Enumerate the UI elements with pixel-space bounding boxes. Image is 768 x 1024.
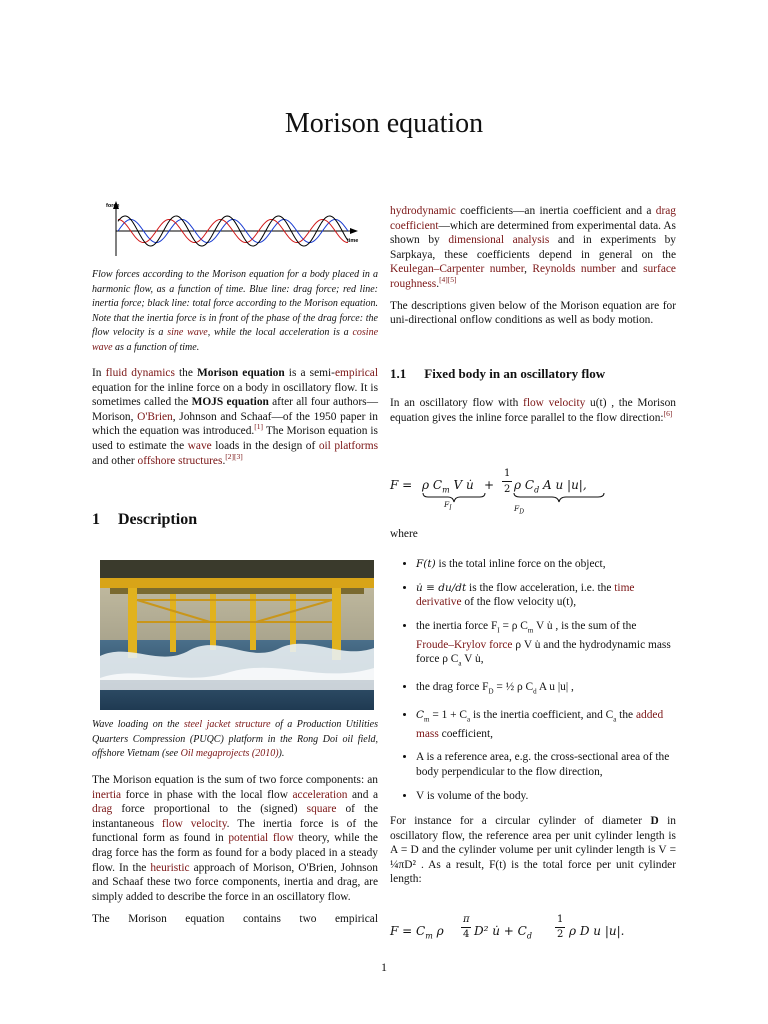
section-title: Fixed body in an oscillatory flow: [424, 366, 606, 381]
section-number: 1: [92, 511, 100, 528]
ref-6[interactable]: [6]: [663, 408, 673, 418]
text: —which are determined from experimental data. As shown by: [390, 219, 676, 247]
cosine-wave-link[interactable]: cosine wave: [92, 327, 379, 353]
list-item: • u̇ ≡ du/dt is the flow acceleration, i.e. the time derivative of the flow velocity u(t),: [416, 581, 676, 610]
eq-plus: +: [484, 478, 495, 492]
eq-half-num: 1: [504, 468, 511, 479]
text: and: [615, 263, 644, 276]
ref-4-5[interactable]: [4][5]: [439, 275, 457, 285]
text: ,: [524, 263, 533, 276]
wave-link[interactable]: wave: [187, 439, 212, 452]
text: .: [436, 277, 440, 290]
figure2-caption: [92, 718, 378, 762]
list-item: • $C_m = 1 + C_a$ is the inertia coefficient, and $C_a$ the added mass coefficient,: [416, 708, 676, 741]
text: approach of Morison, O'Brien, Johnson and Schaaf these two force components, inertia and drag, are simply added to describe the force in an oscillatory flow.: [92, 861, 378, 903]
eq2-one: 1: [557, 914, 564, 925]
ref-2-3[interactable]: [2][3]: [225, 451, 243, 461]
section-number: 1.1: [390, 366, 407, 381]
text: The Morison equation is used to estimate the: [92, 425, 378, 452]
list-item: • the inertia force $F_I = \rho$ $C_m$ V u̇ , is the sum of the Froude–Krylov force ρ V u̇ and the hydrodynamic mass force ρ $C_a$ V u̇,: [416, 619, 676, 671]
text: and in experiments by Sarpkaya, these coefficients depend in general on the: [390, 234, 676, 261]
drag-link[interactable]: drag: [92, 803, 113, 816]
empirical-link[interactable]: empirical: [334, 367, 378, 379]
text: theory, while the drag force has the form as found for a body placed in a steady flow. In the: [92, 832, 378, 874]
text: The Morison equation is the sum of two force components: an: [92, 774, 378, 786]
text: For instance for a circular cylinder of diameter: [390, 815, 651, 827]
added-mass-link[interactable]: added mass: [416, 709, 664, 740]
page-title: Morison equation: [284, 108, 484, 139]
text: of the instantaneous: [92, 803, 378, 830]
list-item: • F(t) is the total inline force on the object,: [416, 557, 676, 572]
text: force proportional to the (signed): [112, 803, 307, 816]
list-item: • V is volume of the body.: [416, 789, 676, 804]
fluid-dynamics-link[interactable]: fluid dynamics: [105, 367, 175, 379]
drag-coefficient-link[interactable]: drag coefficient: [390, 205, 676, 232]
text: after all four authors—Morison,: [92, 396, 378, 423]
diameter-symbol: D: [650, 815, 659, 827]
list-item: • the drag force $F_D$ = ½ ρ $C_d$ A u |u| ,: [416, 680, 676, 699]
description-paragraph: [92, 773, 378, 934]
steel-jacket-link[interactable]: steel jacket structure: [183, 719, 271, 730]
figure1-caption: [92, 268, 378, 355]
where-text: where: [390, 528, 418, 540]
surface-roughness-link[interactable]: surface roughness: [390, 263, 676, 290]
text: In an oscillatory flow with: [390, 397, 524, 409]
platform-illustration: [100, 560, 374, 710]
acceleration-link[interactable]: acceleration: [292, 788, 348, 801]
text: the: [174, 367, 198, 379]
flow-velocity-link[interactable]: flow velocity: [523, 397, 586, 409]
eq2-pi: π: [463, 914, 470, 925]
sine-wave-link[interactable]: sine wave: [167, 327, 208, 338]
text: force in phase with the local flow: [121, 788, 293, 801]
eq-term1: ρ $C_m$ V u̇: [422, 478, 474, 495]
potential-flow-link[interactable]: potential flow: [228, 832, 294, 845]
time-derivative-link[interactable]: time derivative: [416, 581, 635, 609]
bold-term: Morison equation: [197, 367, 285, 379]
last-line: The Morison equation contains two empirical: [92, 913, 378, 926]
force-time-chart: [100, 198, 370, 260]
obrien-link[interactable]: O'Brien: [137, 410, 173, 423]
text: u(t) , the Morison equation gives the inline force parallel to the flow direction:: [390, 397, 676, 424]
hydrodynamic-link[interactable]: hydrodynamic: [390, 205, 456, 217]
morison-equation: [390, 468, 670, 518]
intro-paragraph: [92, 366, 378, 475]
caption-text: ).: [278, 748, 285, 759]
text: , Johnson and Schaaf—of the 1950 paper in which the equation was introduced.: [92, 410, 378, 438]
heuristic-link[interactable]: heuristic: [150, 861, 190, 874]
section-1-1-heading: [390, 367, 676, 382]
text: . The inertia force is of the functional form as found in: [92, 817, 378, 845]
square-link[interactable]: square: [306, 803, 337, 816]
inertia-link[interactable]: inertia: [92, 788, 122, 801]
x-axis-label: time: [347, 238, 359, 244]
x-axis-arrow: [350, 228, 358, 234]
keulegan-carpenter-link[interactable]: Keulegan–Carpenter number: [390, 263, 525, 276]
definitions-list: [390, 557, 676, 812]
text: equation for the inline force on a body in oscillatory flow. It is sometimes called the: [92, 381, 378, 409]
dimensional-analysis-link[interactable]: dimensional analysis: [448, 234, 550, 247]
page-number: 1: [381, 960, 387, 974]
oil-platforms-link[interactable]: oil platforms: [318, 439, 379, 452]
section-1-heading: [92, 513, 378, 528]
text: .: [222, 454, 226, 467]
section-title: Description: [118, 511, 198, 528]
oscillatory-paragraph: [390, 396, 676, 432]
mojs-equation-link[interactable]: MOJS equation: [191, 396, 269, 409]
y-axis-label: force: [106, 203, 120, 209]
brace-label-FD: $F_D$: [514, 504, 525, 516]
brace-label-FI: $F_I$: [444, 500, 452, 512]
caption-text: Wave loading on the: [92, 719, 184, 730]
underbraces: [422, 492, 662, 504]
cylinder-equation: [390, 916, 670, 952]
caption-text: Flow forces according to the Morison equation for a body placed in a harmonic flow, as a function of time. Blue line: drag force; red line: inertia force; black line: total force according to the Morison equation. Note that the inertia force is in front of the phase of the drag force: the flow velocity is a: [92, 269, 378, 338]
text: loads in the design of: [211, 439, 319, 452]
caption-text: as a function of time.: [112, 341, 200, 353]
caption-text: , while the local acceleration is a: [207, 327, 353, 338]
text: and a: [347, 788, 379, 801]
reynolds-number-link[interactable]: Reynolds number: [532, 263, 616, 276]
froude-krylov-link[interactable]: Froude–Krylov force: [416, 638, 513, 651]
cylinder-paragraph: [390, 814, 676, 894]
eq-half-den: 2: [504, 484, 511, 495]
offshore-structures-link[interactable]: offshore structures: [137, 454, 223, 467]
text: coefficients—an inertia coefficient and a: [455, 205, 656, 217]
eq2-two: 2: [557, 929, 564, 940]
right-para-2: The descriptions given below of the Morison equation are for uni-directional onflow conditions as well as body motion.: [390, 299, 676, 327]
eq-term2: ρ $C_d$ A u |u|,: [514, 478, 587, 495]
ref-1[interactable]: [1]: [254, 422, 264, 432]
oil-megaprojects-link[interactable]: Oil megaprojects (2010): [180, 748, 279, 759]
text: in oscillatory flow, the reference area per unit cylinder length is A = D and the cylinder volume per unit cylinder length is V = ¼πD² . As a result, F(t) is the total force per unit cylinder length:: [390, 815, 676, 886]
eq-lhs: F =: [390, 478, 413, 492]
eq2-end: ρ D u |u|.: [569, 924, 625, 938]
eq2-mid: D² u̇ + $C_d$: [474, 924, 532, 941]
text: In: [92, 367, 106, 379]
right-top-paragraph: [390, 204, 676, 335]
text: is a semi-: [284, 367, 335, 379]
list-item: • A is a reference area, e.g. the cross-sectional area of the body perpendicular to the flow direction,: [416, 750, 676, 779]
flow-velocity-link[interactable]: flow velocity: [161, 817, 227, 830]
platform-photo: [100, 560, 374, 710]
caption-text: of a Production Utilities Quarters Compression (PUQC) platform in the Rong Doi oil field, offshore Vietnam (see: [92, 719, 378, 759]
eq2-four: 4: [463, 929, 470, 940]
eq2-lhs: $F = C_m$ ρ: [390, 924, 444, 941]
text: and other: [92, 454, 138, 467]
